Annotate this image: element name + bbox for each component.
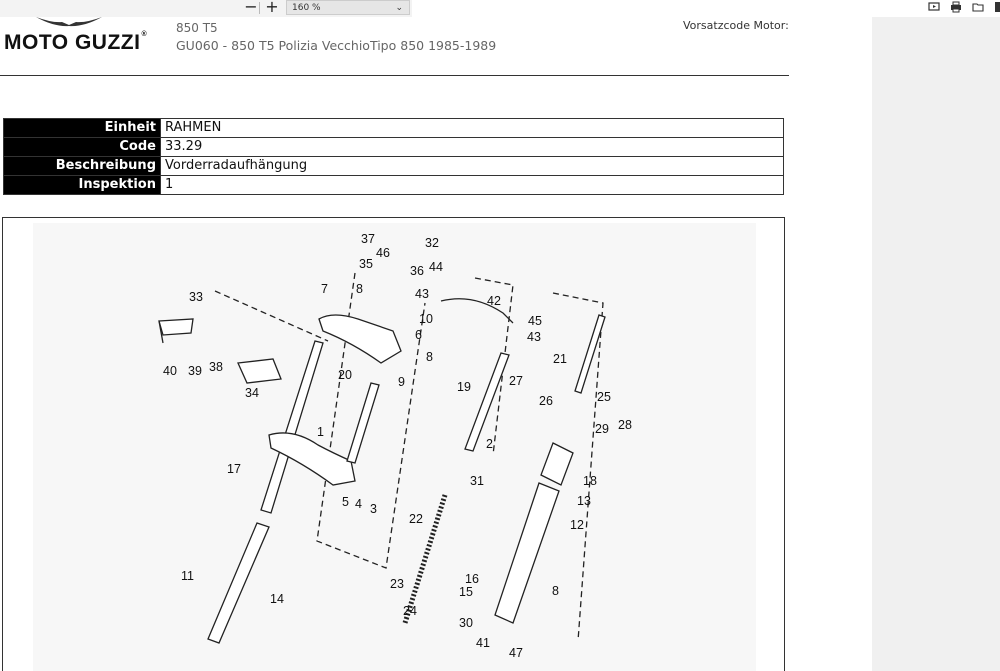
part-label: 29 <box>595 422 609 436</box>
info-value: Vorderradaufhängung <box>161 157 784 176</box>
info-key: Einheit <box>4 119 161 138</box>
part-label: 41 <box>476 636 490 650</box>
toolbar-separator <box>259 2 260 14</box>
moto-guzzi-eagle-logo <box>34 17 104 31</box>
part-label: 14 <box>270 592 284 606</box>
part-label: 1 <box>317 425 324 439</box>
folder-icon[interactable] <box>972 1 984 13</box>
part-label: 22 <box>409 512 423 526</box>
part-label: 32 <box>425 236 439 250</box>
part-label: 3 <box>370 502 377 516</box>
info-value: 33.29 <box>161 138 784 157</box>
info-value: 1 <box>161 176 784 195</box>
part-label: 36 <box>410 264 424 278</box>
part-label: 43 <box>415 287 429 301</box>
part-label: 8 <box>552 584 559 598</box>
part-label: 35 <box>359 257 373 271</box>
part-label: 39 <box>188 364 202 378</box>
part-label: 37 <box>361 232 375 246</box>
part-label: 12 <box>570 518 584 532</box>
registered-mark: ® <box>141 31 148 38</box>
part-label: 21 <box>553 352 567 366</box>
model-subtitle: GU060 - 850 T5 Polizia VecchioTipo 850 1985-1989 <box>176 38 497 53</box>
table-row <box>4 119 784 138</box>
zoom-out-button[interactable]: − <box>244 0 258 16</box>
part-label: 19 <box>457 380 471 394</box>
part-label: 6 <box>415 328 422 342</box>
part-label: 27 <box>509 374 523 388</box>
part-label: 16 <box>465 572 479 586</box>
header-divider <box>0 75 789 76</box>
part-label: 9 <box>398 375 405 389</box>
table-row <box>4 157 784 176</box>
info-key: Inspektion <box>4 176 161 195</box>
part-label: 31 <box>470 474 484 488</box>
part-label: 34 <box>245 386 259 400</box>
part-label: 4 <box>355 497 362 511</box>
info-table <box>3 118 784 195</box>
model-name: 850 T5 <box>176 21 218 35</box>
part-label: 5 <box>342 495 349 509</box>
part-label: 42 <box>487 294 501 308</box>
brand-logo-text <box>4 31 147 55</box>
zoom-in-button[interactable]: + <box>265 0 279 16</box>
present-icon[interactable] <box>928 1 940 13</box>
zoom-controls <box>0 0 412 18</box>
part-label: 43 <box>527 330 541 344</box>
part-label: 2 <box>486 437 493 451</box>
part-label: 13 <box>577 494 591 508</box>
part-label: 46 <box>376 246 390 260</box>
part-label: 45 <box>528 314 542 328</box>
part-label: 30 <box>459 616 473 630</box>
part-label: 17 <box>227 462 241 476</box>
part-label: 44 <box>429 260 443 274</box>
part-label: 33 <box>189 290 203 304</box>
brand-name: MOTO GUZZI <box>4 31 141 54</box>
part-label: 20 <box>338 368 352 382</box>
front-fork-exploded-drawing <box>33 223 756 671</box>
part-label: 10 <box>419 312 433 326</box>
zoom-select[interactable] <box>286 0 410 15</box>
part-label: 28 <box>618 418 632 432</box>
part-label: 38 <box>209 360 223 374</box>
part-label: 40 <box>163 364 177 378</box>
table-row <box>4 176 784 195</box>
part-label: 11 <box>181 569 194 583</box>
table-row <box>4 138 784 157</box>
part-label: 7 <box>321 282 328 296</box>
exploded-diagram <box>33 223 756 671</box>
part-label: 24 <box>403 604 417 618</box>
info-value: RAHMEN <box>161 119 784 138</box>
part-label: 23 <box>390 577 404 591</box>
part-label: 25 <box>597 390 611 404</box>
chevron-down-icon: ⌄ <box>395 3 403 13</box>
document-page <box>0 17 872 671</box>
info-key: Beschreibung <box>4 157 161 176</box>
viewer-toolbar <box>0 0 1000 17</box>
part-label: 18 <box>583 474 597 488</box>
part-label: 8 <box>356 282 363 296</box>
print-icon[interactable] <box>950 1 962 13</box>
viewer-gutter <box>872 17 1000 671</box>
part-label: 8 <box>426 350 433 364</box>
exploded-diagram-frame <box>2 217 785 671</box>
bookmark-icon[interactable] <box>994 1 1000 13</box>
part-label: 47 <box>509 646 523 660</box>
part-label: 26 <box>539 394 553 408</box>
info-key: Code <box>4 138 161 157</box>
part-label: 15 <box>459 585 473 599</box>
zoom-level-value: 160 % <box>292 3 321 13</box>
vorsatzcode-label: Vorsatzcode Motor: <box>683 19 789 32</box>
